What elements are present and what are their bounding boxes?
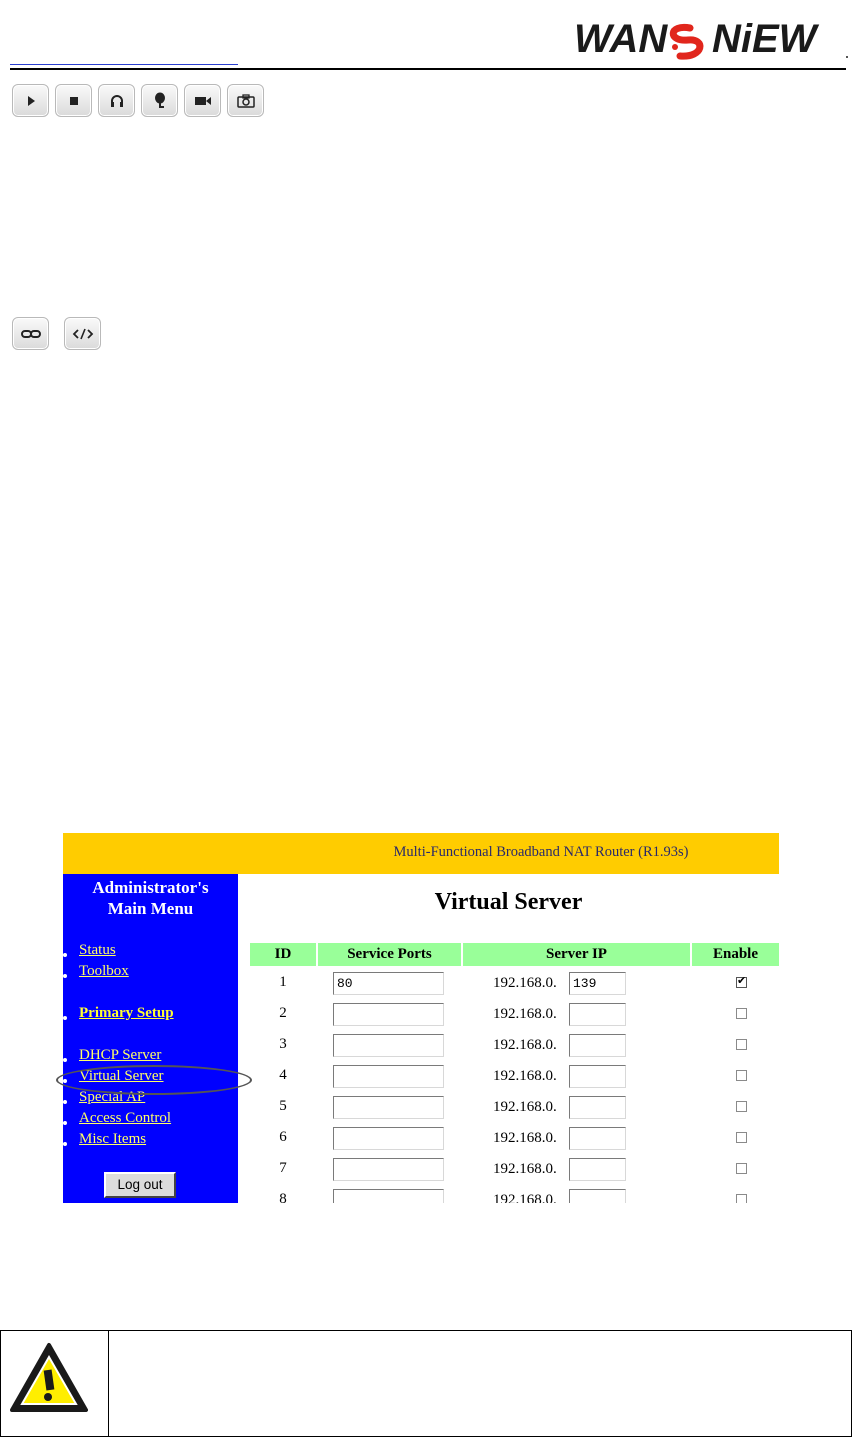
- camera-snapshot-icon: [237, 94, 255, 108]
- router-banner: Multi-Functional Broadband NAT Router (R1.93s): [63, 833, 779, 874]
- video-record-icon: [194, 95, 212, 107]
- code-icon: [72, 328, 94, 340]
- talk-button[interactable]: [141, 84, 178, 117]
- server-ip-prefix: 192.168.0.: [493, 1099, 557, 1115]
- menu-toolbox[interactable]: Toolbox: [79, 963, 129, 979]
- player-toolbar: [12, 84, 270, 117]
- stop-button[interactable]: [55, 84, 92, 117]
- play-button[interactable]: [12, 84, 49, 117]
- warning-box: [0, 1330, 852, 1437]
- menu-misc-items[interactable]: Misc Items: [79, 1131, 147, 1147]
- enable-checkbox[interactable]: [736, 1163, 747, 1174]
- header-link[interactable]: [10, 64, 238, 65]
- column-header-enable: Enable: [692, 943, 779, 966]
- enable-checkbox[interactable]: [736, 1070, 747, 1081]
- row-id: 1: [279, 974, 287, 990]
- small-toolbar: [12, 317, 107, 350]
- stop-icon: [67, 94, 81, 108]
- service-ports-input[interactable]: [333, 1003, 444, 1026]
- headphones-icon: [109, 93, 125, 109]
- server-ip-prefix: 192.168.0.: [493, 1006, 557, 1022]
- column-header-service-ports: Service Ports: [318, 943, 461, 966]
- audio-button[interactable]: [98, 84, 135, 117]
- code-button[interactable]: [64, 317, 101, 350]
- highlight-ellipse: [56, 1065, 252, 1095]
- server-ip-last-octet-input[interactable]: [569, 1096, 626, 1119]
- enable-checkbox[interactable]: [736, 1101, 747, 1112]
- enable-checkbox[interactable]: [736, 1132, 747, 1143]
- logout-button[interactable]: Log out: [104, 1172, 176, 1198]
- service-ports-input[interactable]: [333, 1096, 444, 1119]
- server-ip-prefix: 192.168.0.: [493, 1037, 557, 1053]
- server-ip-prefix: 192.168.0.: [493, 1130, 557, 1146]
- enable-checkbox[interactable]: [736, 1008, 747, 1019]
- router-screenshot: [63, 833, 779, 1203]
- logo-text-right: NiEW: [712, 17, 817, 61]
- enable-checkbox[interactable]: [736, 977, 747, 988]
- server-ip-last-octet-input[interactable]: [569, 1127, 626, 1150]
- admin-menu-title: Administrator's Main Menu: [92, 878, 209, 918]
- row-id: 2: [279, 1005, 287, 1021]
- column-header-server-ip: Server IP: [463, 943, 690, 966]
- row-id: 5: [279, 1098, 287, 1114]
- menu-virtual-server[interactable]: Virtual Server: [79, 1068, 164, 1084]
- link-icon: [21, 329, 41, 339]
- server-ip-prefix: 192.168.0.: [493, 1068, 557, 1084]
- record-button[interactable]: [184, 84, 221, 117]
- menu-status[interactable]: Status: [79, 942, 116, 958]
- server-ip-last-octet-input[interactable]: [569, 1065, 626, 1088]
- wansview-logo: [572, 14, 844, 64]
- server-ip-last-octet-input[interactable]: [569, 1158, 626, 1181]
- row-id: 8: [279, 1191, 287, 1203]
- service-ports-input[interactable]: [333, 1065, 444, 1088]
- row-id: 7: [279, 1160, 287, 1176]
- enable-checkbox[interactable]: [736, 1039, 747, 1050]
- menu-access-control[interactable]: Access Control: [79, 1110, 172, 1126]
- service-ports-input[interactable]: 80: [333, 972, 444, 995]
- warning-icon: [10, 1342, 88, 1414]
- menu-primary-setup[interactable]: Primary Setup: [79, 1005, 174, 1021]
- row-id: 6: [279, 1129, 287, 1145]
- enable-checkbox[interactable]: [736, 1194, 747, 1203]
- menu-special-ap[interactable]: Special AP: [79, 1089, 146, 1105]
- server-ip-last-octet-input[interactable]: [569, 1034, 626, 1057]
- logo-dot: [846, 56, 848, 58]
- server-ip-last-octet-input[interactable]: 139: [569, 972, 626, 995]
- service-ports-input[interactable]: [333, 1158, 444, 1181]
- server-ip-prefix: 192.168.0.: [493, 975, 557, 991]
- server-ip-last-octet-input[interactable]: [569, 1003, 626, 1026]
- row-id: 4: [279, 1067, 287, 1083]
- microphone-icon: [152, 92, 168, 110]
- logo-text-left: WAN: [574, 17, 668, 61]
- admin-sidebar: [63, 874, 238, 1203]
- link-button[interactable]: [12, 317, 49, 350]
- server-ip-last-octet-input[interactable]: [569, 1189, 626, 1203]
- menu-dhcp-server[interactable]: DHCP Server: [79, 1047, 162, 1063]
- snapshot-button[interactable]: [227, 84, 264, 117]
- server-ip-prefix: 192.168.0.: [493, 1192, 557, 1203]
- server-ip-prefix: 192.168.0.: [493, 1161, 557, 1177]
- service-ports-input[interactable]: [333, 1189, 444, 1203]
- page-title: Virtual Server: [434, 889, 583, 915]
- column-header-id: ID: [250, 943, 316, 966]
- row-id: 3: [279, 1036, 287, 1052]
- logo-swoosh: [673, 27, 700, 56]
- header-rule: [10, 68, 846, 70]
- warning-divider: [108, 1330, 109, 1437]
- service-ports-input[interactable]: [333, 1034, 444, 1057]
- play-icon: [24, 94, 38, 108]
- service-ports-input[interactable]: [333, 1127, 444, 1150]
